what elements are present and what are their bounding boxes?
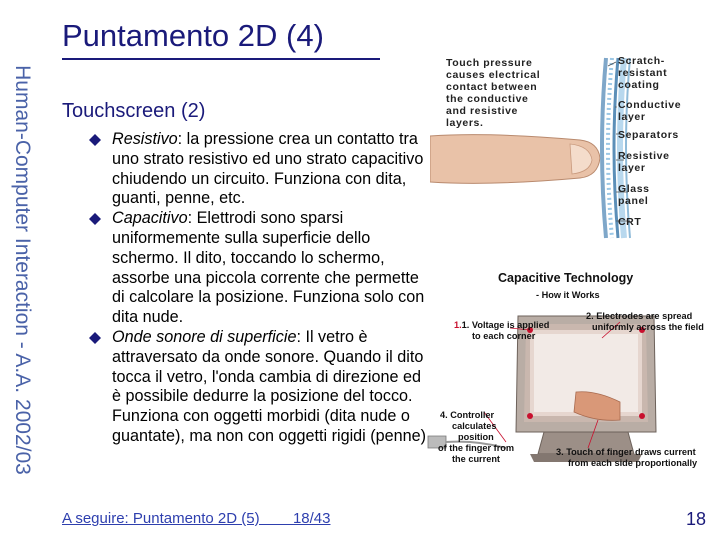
label-crt: CRT bbox=[618, 216, 642, 228]
bullet-term: Capacitivo bbox=[112, 209, 188, 228]
course-title: Human-Computer Interaction - A.A. 2002/03 bbox=[11, 65, 34, 475]
touch-caption-line: the conductive bbox=[446, 93, 529, 105]
label-conductive: layer bbox=[618, 111, 646, 123]
step3-label: 3. Touch of finger draws current bbox=[556, 447, 696, 457]
step1-label: 1.1. Voltage is applied bbox=[454, 320, 550, 330]
capacitive-diagram bbox=[426, 262, 720, 490]
label-scratch: coating bbox=[618, 79, 660, 91]
capacitive-title: Capacitive Technology bbox=[498, 271, 634, 285]
label-resistive: layer bbox=[618, 162, 646, 174]
step4-label: 4. Controller bbox=[440, 410, 495, 420]
label-resistive: Resistive bbox=[618, 150, 670, 162]
step4-label: the current bbox=[452, 454, 500, 464]
label-scratch: Scratch- bbox=[618, 55, 665, 67]
bullet-text: : la pressione crea un contatto tra uno strato resistivo ed uno strato capacitivo chiudendo un circuito. Funziona con dita, guanti, penne, etc. bbox=[112, 130, 424, 208]
step4-label: calculates bbox=[452, 421, 497, 431]
step1-label: to each corner bbox=[472, 331, 536, 341]
next-slide-link[interactable]: A seguire: Puntamento 2D (5) 18/43 bbox=[62, 510, 331, 527]
sidebar-band bbox=[0, 0, 44, 540]
label-glass: panel bbox=[618, 195, 649, 207]
monitor-illustration bbox=[516, 316, 656, 462]
step2-label: uniformly across the field bbox=[592, 322, 704, 332]
touch-caption-line: layers. bbox=[446, 117, 484, 129]
bullet-text: : Il vetro è attraversato da onde sonore. Quando il dito tocca il vetro, l'onda cambia di direzione ed è possibile dedurre la posizione del tocco. Funziona con oggetti morbidi (dita nude o guantate), ma non con oggetti rigidi (penne) bbox=[112, 327, 427, 445]
step2-label: 2. Electrodes are spread bbox=[586, 311, 693, 321]
bullet-term: Resistivo bbox=[112, 130, 178, 148]
resistive-diagram bbox=[430, 48, 720, 248]
touch-caption-line: Touch pressure bbox=[446, 57, 533, 69]
bullet-item-resistive bbox=[88, 130, 428, 209]
label-glass: Glass bbox=[618, 183, 650, 195]
page-number: 18 bbox=[685, 509, 706, 529]
page-title: Puntamento 2D (4) bbox=[62, 18, 324, 53]
diamond-bullet-icon bbox=[88, 133, 102, 147]
capacitive-subtitle: - How it Works bbox=[536, 290, 600, 300]
diamond-bullet-icon bbox=[88, 331, 102, 345]
label-scratch: resistant bbox=[618, 67, 668, 79]
step4-label: position bbox=[458, 432, 494, 442]
step4-label: of the finger from bbox=[438, 443, 515, 453]
bullet-list bbox=[88, 130, 428, 447]
section-subtitle: Touchscreen (2) bbox=[62, 100, 206, 122]
label-conductive: Conductive bbox=[618, 99, 682, 111]
touch-caption-line: and resistive bbox=[446, 105, 518, 117]
step3-label: from each side proportionally bbox=[568, 458, 698, 468]
bullet-item-surface-wave bbox=[88, 328, 428, 447]
touch-caption-line: contact between bbox=[446, 81, 538, 93]
bullet-text: : Elettrodi sono sparsi uniformemente sulla superficie dello schermo. Il dito, toccando lo schermo, assorbe una piccola corrente che permette di calcolare la posizione. Funziona solo con dita nude. bbox=[112, 209, 425, 327]
label-separators: Separators bbox=[618, 129, 679, 141]
diamond-bullet-icon bbox=[88, 212, 102, 226]
bullet-item-capacitive bbox=[88, 209, 428, 328]
title-underline bbox=[62, 58, 380, 60]
bullet-term: Onde sonore di superficie bbox=[112, 327, 297, 346]
touch-caption-line: causes electrical bbox=[446, 69, 541, 81]
